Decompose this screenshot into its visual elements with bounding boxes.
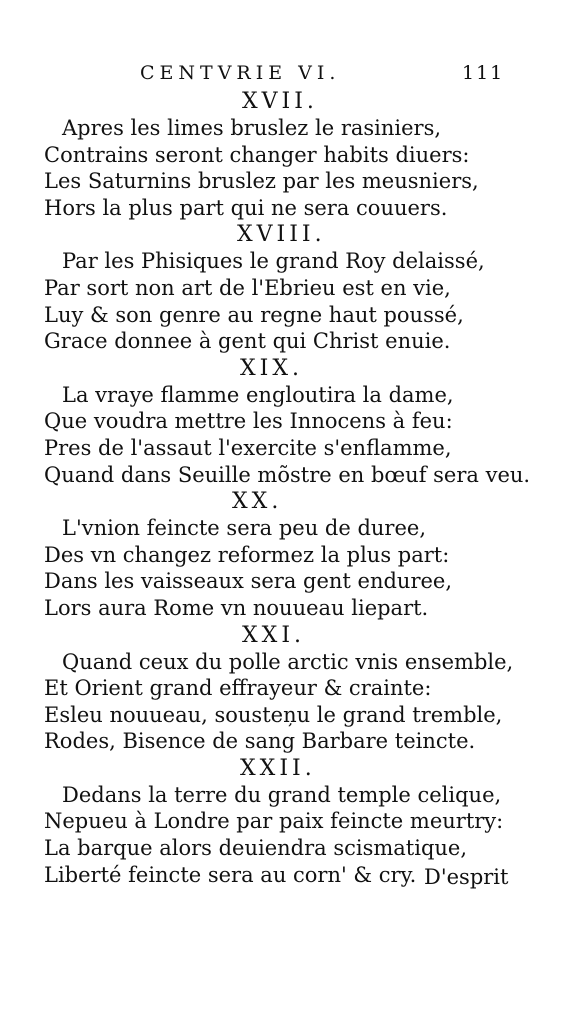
verse-line: Contrains seront changer habits diuers: <box>44 142 470 167</box>
page-number: 111 <box>462 62 505 84</box>
verse-line: Par sort non art de l'Ebrieu est en vie, <box>44 275 451 300</box>
catchword: D'esprit <box>424 865 509 889</box>
verse-line: Et Orient grand effrayeur & crainte: <box>44 676 432 701</box>
verse-line: Dedans la terre du grand temple celique, <box>62 782 502 807</box>
verse-line: L'vnion feincte sera peu de duree, <box>62 516 427 541</box>
verse-line: Quand ceux du polle arctic vnis ensemble, <box>62 649 514 674</box>
verse-line: Que voudra mettre les Innocens à feu: <box>44 409 453 434</box>
verse-line: Nepueu à Londre par paix feincte meurtry: <box>44 809 504 834</box>
verse-line: Des vn changez reformez la plus part: <box>44 542 450 567</box>
verse-line: Luy & son genre au regne haut poussé, <box>44 302 464 327</box>
verse-line: Liberté feincte sera au corn' & cry. <box>44 862 417 887</box>
verse-line: Les Saturnins bruslez par les meusniers, <box>44 169 479 194</box>
quatrain <box>0 488 588 621</box>
verse-line: Grace donnee à gent qui Christ enuie. <box>44 329 451 354</box>
verse-line: Pres de l'assaut l'exercite s'enflamme, <box>44 435 452 460</box>
quatrain <box>0 88 588 221</box>
verse-line: Par les Phisiques le grand Roy delaissé, <box>62 249 485 274</box>
verse-line: Dans les vaisseaux sera gent enduree, <box>44 569 453 594</box>
running-title: CENTVRIE VI. <box>140 62 341 84</box>
quatrain-numeral: XIX. <box>240 355 304 381</box>
verse-line: Rodes, Bisence de sang Barbare teincte. <box>44 729 476 754</box>
quatrain-numeral: XX. <box>232 489 283 515</box>
quatrain-numeral: XXI. <box>242 622 306 648</box>
verse-line: Esleu nouueau, sousteņu le grand tremble, <box>44 702 503 727</box>
verse-line: Hors la plus part qui ne sera couuers. <box>44 195 448 220</box>
quatrain-numeral: XVII. <box>242 89 318 114</box>
quatrain <box>0 221 588 354</box>
verse-line: La barque alors deuiendra scismatique, <box>44 836 468 861</box>
verse-line: La vraye flamme engloutira la dame, <box>62 382 454 407</box>
verse-line: Quand dans Seuille mõstre en bœuf sera veu. <box>44 462 531 487</box>
verse-line: Apres les limes bruslez le rasiniers, <box>62 116 442 140</box>
verse-line: Lors aura Rome vn nouueau liepart. <box>44 595 429 620</box>
quatrain-numeral: XXII. <box>240 755 316 781</box>
quatrain <box>0 622 588 755</box>
quatrain <box>0 355 588 488</box>
quatrain-list <box>0 88 588 888</box>
quatrain-numeral: XVIII. <box>237 222 326 248</box>
